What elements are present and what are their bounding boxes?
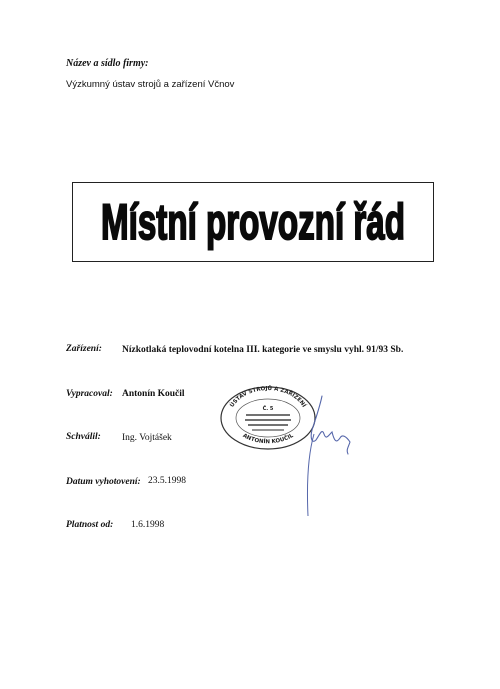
document-title: Místní provozní řád bbox=[101, 194, 405, 250]
handwritten-signature bbox=[296, 392, 356, 523]
svg-text:ANTONÍN KOUČIL bbox=[241, 433, 294, 446]
zarizeni-value: Nízkotlaká teplovodní kotelna III. kategorie ve smyslu vyhl. 91/93 Sb. bbox=[122, 345, 404, 355]
title-box bbox=[72, 182, 434, 262]
vypracoval-value: Antonín Koučil bbox=[122, 389, 185, 399]
firm-name: Výzkumný ústav strojů a zařízení Včnov bbox=[66, 79, 235, 90]
stamp-ring-bottom: ANTONÍN KOUČIL bbox=[241, 432, 295, 446]
title-graphic bbox=[73, 183, 433, 261]
schvalil-label: Schválil: bbox=[66, 432, 101, 442]
schvalil-value: Ing. Vojtášek bbox=[122, 433, 172, 443]
firm-label: Název a sídlo firmy: bbox=[66, 58, 149, 69]
vypracoval-label: Vypracoval: bbox=[66, 389, 113, 399]
datum-value: 23.5.1998 bbox=[148, 476, 186, 486]
platnost-label: Platnost od: bbox=[66, 520, 114, 530]
stamp-center: Č. 5 bbox=[262, 406, 274, 412]
datum-label: Datum vyhotovení: bbox=[66, 477, 141, 487]
platnost-value: 1.6.1998 bbox=[131, 520, 165, 530]
stamp-ring-top: ÚSTAV STROJŮ A ZAŘÍZENÍ bbox=[229, 385, 307, 409]
zarizeni-label: Zařízení: bbox=[66, 344, 102, 354]
